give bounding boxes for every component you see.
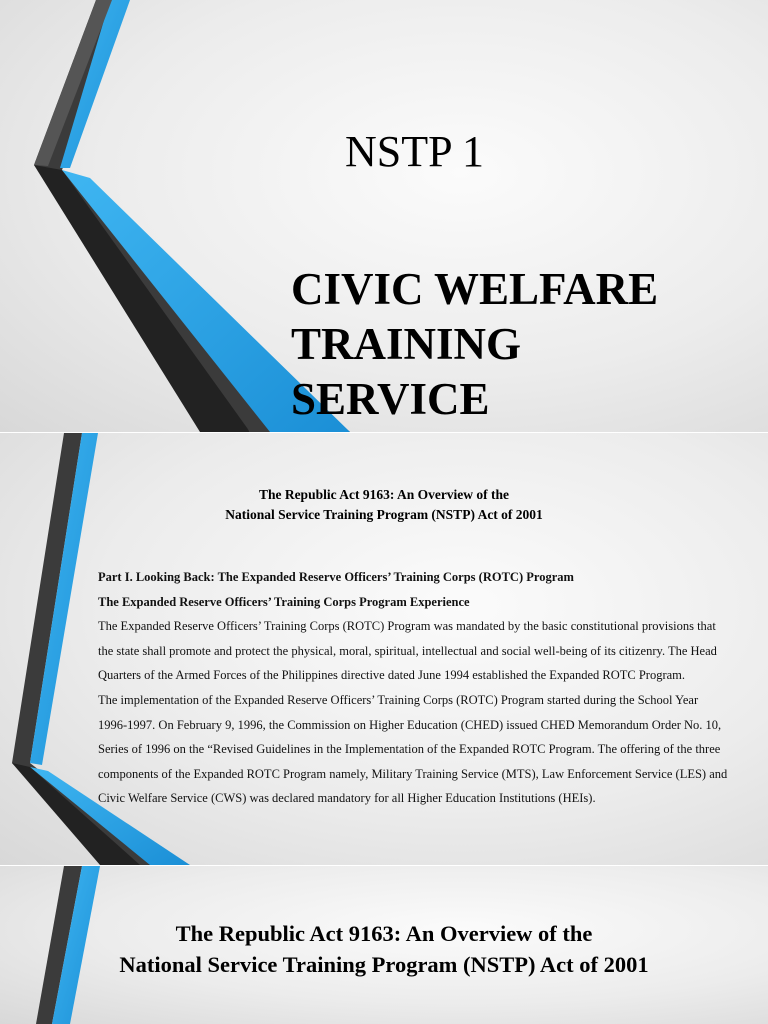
heading-line-2: National Service Training Program (NSTP) Act of 2001 (119, 952, 649, 977)
section-heading (0, 918, 768, 980)
heading-line-1: The Republic Act 9163: An Overview of the (258, 487, 510, 502)
slide-section-title (0, 866, 768, 1024)
paragraph-2: The implementation of the Expanded Reserve Officers’ Training Corps (ROTC) Program started during the School Year 1996-1997. On February 9, 1996, the Commission on Higher Education (CHED) issued CHED Memorandum Order No. 10, Series of 1996 on the “Revised Guidelines in the Implementation of the Expanded ROTC Program. The offering of the three components of the Expanded ROTC Program namely, Military Training Service (MTS), Law Enforcement Service (LES) and Civic Welfare Service (CWS) was declared mandatory for all Higher Education Institutions (HEIs). (98, 692, 728, 806)
title-line-2: TRAINING (291, 319, 522, 369)
slide-body (98, 565, 728, 811)
title-line-3: SERVICE (291, 374, 490, 424)
part-heading: Part I. Looking Back: The Expanded Reserve Officers’ Training Corps (ROTC) Program (98, 570, 574, 584)
subtitle: NSTP 1 (345, 127, 484, 176)
section-heading: The Expanded Reserve Officers’ Training Corps Program Experience (98, 594, 470, 609)
slide-title (0, 0, 768, 432)
heading-line-1: The Republic Act 9163: An Overview of the (175, 921, 593, 946)
slide-content (0, 433, 768, 865)
slide-title-text (291, 262, 751, 427)
slide-heading (0, 485, 768, 525)
title-line-1: CIVIC WELFARE (291, 264, 659, 314)
heading-line-2: National Service Training Program (NSTP) Act of 2001 (225, 507, 543, 522)
paragraph-1: The Expanded Reserve Officers’ Training Corps (ROTC) Program was mandated by the basic constitutional provisions that the state shall promote and protect the physical, moral, spiritual, intellectual and social well-being of its citizenry. The Head Quarters of the Armed Forces of the Philippines directive dated June 1994 established the Expanded ROTC Program. (98, 619, 717, 683)
